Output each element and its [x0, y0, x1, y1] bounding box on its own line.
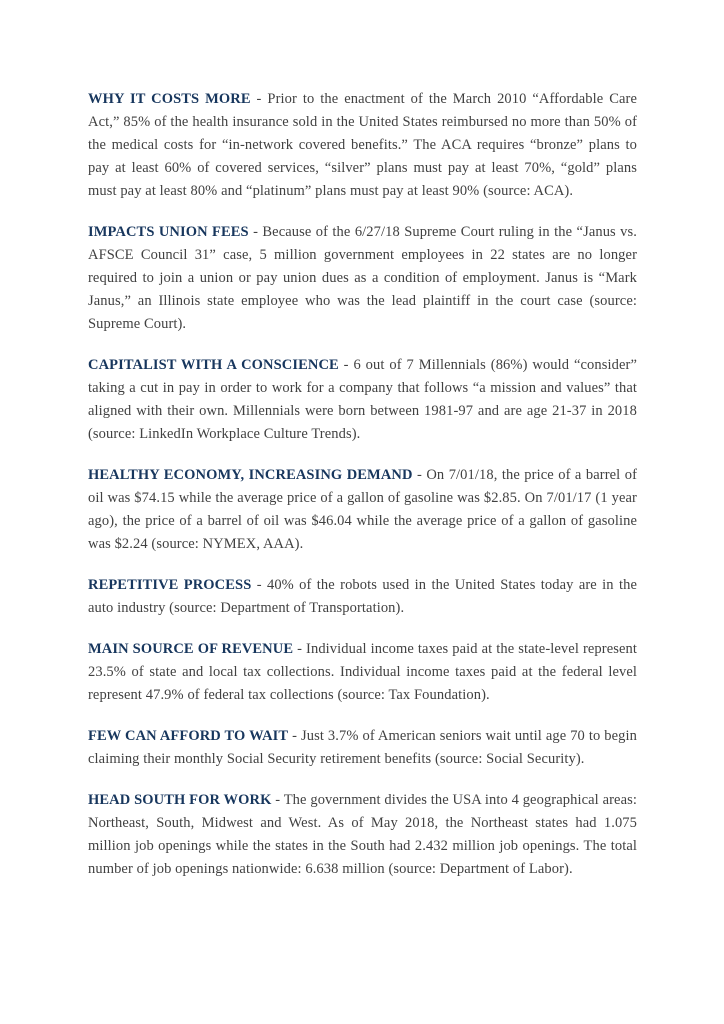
- item-body: Because of the 6/27/18 Supreme Court ruling in the “Janus vs. AFSCE Council 31” case, 5 million government employees in 22 states are no longer required to join a union or pay union dues as a condition of employment. Janus is “Mark Janus,” an Illinois state employee who was the lead plaintiff in the court case (source: Supreme Court).: [88, 224, 637, 332]
- news-item-capitalist-with-a-conscience: [88, 354, 637, 446]
- item-body: The government divides the USA into 4 geographical areas: Northeast, South, Midwest and West. As of May 2018, the Northeast states had 1.075 million job openings while the states in the South had 2.432 million job openings. The total number of job openings nationwide: 6.638 million (source: Department of Labor).: [88, 792, 637, 877]
- news-item-impacts-union-fees: [88, 221, 637, 336]
- heading-separator: -: [271, 792, 284, 808]
- item-heading: HEALTHY ECONOMY, INCREASING DEMAND: [88, 467, 413, 483]
- news-item-healthy-economy-increasing-demand: [88, 464, 637, 556]
- item-heading: HEAD SOUTH FOR WORK: [88, 792, 272, 808]
- heading-separator: -: [251, 577, 267, 593]
- heading-separator: -: [338, 357, 354, 373]
- item-heading: CAPITALIST WITH A CONSCIENCE: [88, 357, 339, 373]
- item-body: 40% of the robots used in the United States today are in the auto industry (source: Department of Transportation).: [88, 577, 637, 616]
- item-body: On 7/01/18, the price of a barrel of oil was $74.15 while the average price of a gallon of gasoline was $2.85. On 7/01/17 (1 year ago), the price of a barrel of oil was $46.04 while the average price of a gallon of gasoline was $2.24 (source: NYMEX, AAA).: [88, 467, 637, 552]
- heading-separator: -: [293, 641, 307, 657]
- item-heading: IMPACTS UNION FEES: [88, 224, 249, 240]
- heading-separator: -: [250, 91, 268, 107]
- item-heading: WHY IT COSTS MORE: [88, 91, 251, 107]
- item-body: 6 out of 7 Millennials (86%) would “consider” taking a cut in pay in order to work for a company that follows “a mission and values” that aligned with their own. Millennials were born between 1981-97 and are age 21-37 in 2018 (source: LinkedIn Workplace Culture Trends).: [88, 357, 637, 442]
- heading-separator: -: [288, 728, 302, 744]
- heading-separator: -: [412, 467, 427, 483]
- news-item-repetitive-process: [88, 574, 637, 620]
- item-heading: REPETITIVE PROCESS: [88, 577, 252, 593]
- item-heading: MAIN SOURCE OF REVENUE: [88, 641, 294, 657]
- item-body: Individual income taxes paid at the state-level represent 23.5% of state and local tax collections. Individual income taxes paid at the federal level represent 47.9% of federal tax collections (source: Tax Foundation).: [88, 641, 637, 703]
- heading-separator: -: [248, 224, 263, 240]
- news-item-few-can-afford-to-wait: [88, 725, 637, 771]
- news-item-main-source-of-revenue: [88, 638, 637, 707]
- news-item-head-south-for-work: [88, 789, 637, 881]
- item-body: Just 3.7% of American seniors wait until age 70 to begin claiming their monthly Social Security retirement benefits (source: Social Security).: [88, 728, 637, 767]
- item-heading: FEW CAN AFFORD TO WAIT: [88, 728, 289, 744]
- news-item-why-it-costs-more: [88, 88, 637, 203]
- item-body: Prior to the enactment of the March 2010 “Affordable Care Act,” 85% of the health insurance sold in the United States reimbursed no more than 50% of the medical costs for “in-network covered benefits.” The ACA requires “bronze” plans to pay at least 60% of covered services, “silver” plans must pay at least 70%, “gold” plans must pay at least 80% and “platinum” plans must pay at least 90% (source: ACA).: [88, 91, 637, 199]
